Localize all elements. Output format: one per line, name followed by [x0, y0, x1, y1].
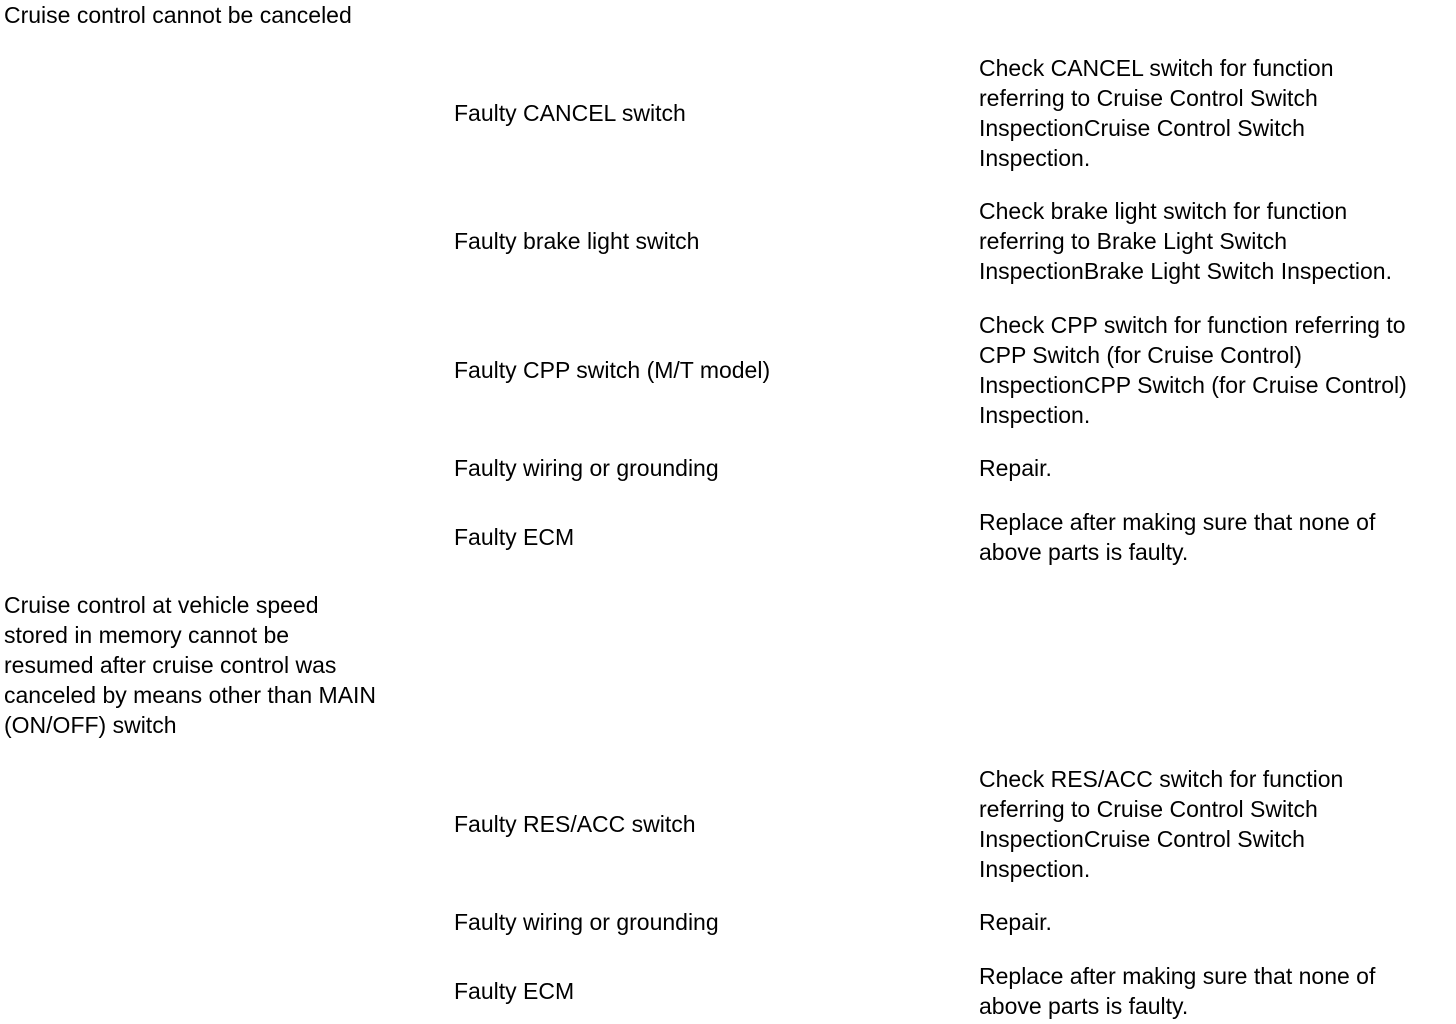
correction-text: Check CANCEL switch for function referring to Cruise Control Switch InspectionCruise Control Switch Inspection. [979, 55, 1334, 171]
correction-text: Repair. [979, 455, 1052, 481]
correction-text: Check RES/ACC switch for function referring to Cruise Control Switch InspectionCruise Control Switch Inspection. [979, 766, 1344, 882]
cause-text: Faulty CPP switch (M/T model) [454, 357, 771, 383]
cause-text: Faulty ECM [454, 524, 575, 550]
cause-text: Faulty wiring or grounding [454, 909, 719, 935]
correction-text: Repair. [979, 909, 1052, 935]
condition-text: Cruise control cannot be canceled [4, 2, 352, 28]
correction-text: Check CPP switch for function referring to CPP Switch (for Cruise Control) InspectionCPP Switch (for Cruise Control) Inspection. [979, 312, 1407, 428]
correction-text: Check brake light switch for function referring to Brake Light Switch InspectionBrake Light Switch Inspection. [979, 198, 1392, 284]
cause-text: Faulty brake light switch [454, 228, 700, 254]
cause-text: Faulty RES/ACC switch [454, 811, 696, 837]
cause-text: Faulty ECM [454, 978, 575, 1004]
cause-text: Faulty wiring or grounding [454, 455, 719, 481]
cause-text: Faulty CANCEL switch [454, 100, 686, 126]
correction-text: Replace after making sure that none of above parts is faulty. [979, 963, 1376, 1019]
correction-text: Replace after making sure that none of above parts is faulty. [979, 509, 1376, 565]
condition-text: Cruise control at vehicle speed stored in memory cannot be resumed after cruise control was canceled by means other than MAIN (ON/OFF) switch [4, 592, 377, 738]
